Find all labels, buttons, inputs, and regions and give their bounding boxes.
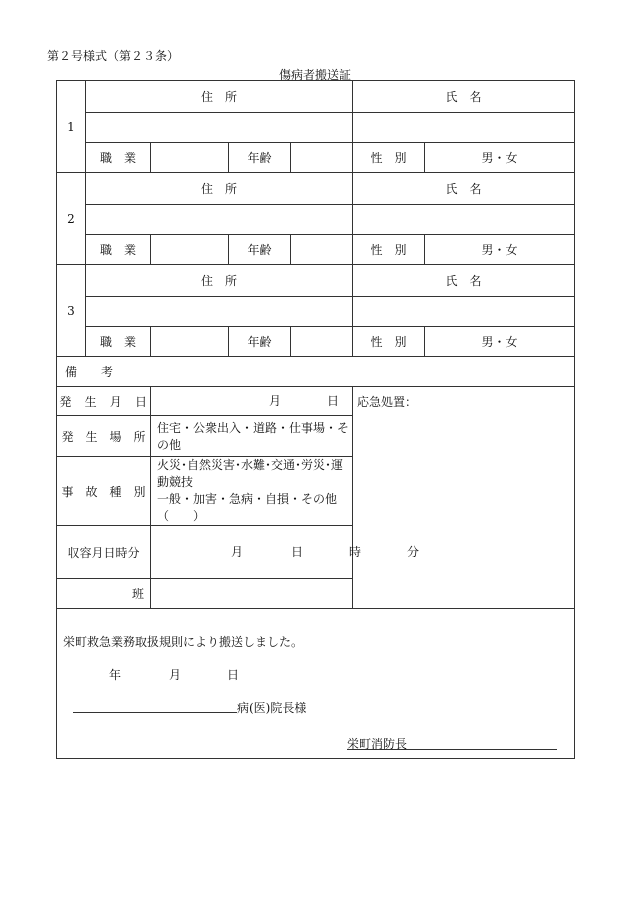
person-number: 1 [57, 81, 86, 173]
address-field[interactable] [86, 297, 353, 327]
sex-label: 性 別 [353, 143, 425, 173]
address-field[interactable] [86, 113, 353, 143]
first-aid-label: 応急処置： [357, 395, 418, 409]
page-title: 傷病者搬送証 [278, 68, 351, 82]
occupation-label: 職 業 [86, 143, 151, 173]
address-header: 住 所 [86, 265, 353, 297]
admission-time-label: 収容月日時分 [57, 526, 151, 579]
admission-time-field[interactable] [151, 526, 420, 579]
hospital-suffix: 病(医)院長様 [237, 701, 307, 715]
occupation-field[interactable] [151, 327, 229, 357]
person-number: 2 [57, 173, 86, 265]
name-header: 氏 名 [353, 81, 575, 113]
occurrence-place-label: 発 生 場 所 [57, 416, 151, 457]
occurrence-date-field[interactable] [151, 387, 353, 416]
occupation-label: 職 業 [86, 235, 151, 265]
name-field[interactable] [353, 205, 575, 235]
month-label: 月 [231, 545, 244, 559]
age-label: 年齢 [229, 235, 291, 265]
occurrence-date-label: 発 生 月 日 [57, 387, 151, 416]
minute-label: 分 [407, 545, 420, 559]
person-number: 3 [57, 265, 86, 357]
accident-options-line-1: 火災･自然災害･水難･交通･労災･運動競技 [157, 458, 344, 489]
occurrence-place-options[interactable]: 住宅・公衆出入・道路・仕事場・その他 [151, 416, 353, 457]
address-header: 住 所 [86, 81, 353, 113]
sex-options[interactable]: 男・女 [425, 143, 575, 173]
age-label: 年齢 [229, 143, 291, 173]
name-header: 氏 名 [353, 265, 575, 297]
hospital-name-line[interactable] [73, 711, 237, 713]
accident-options-line-2: 一般・加害・急病・自損・その他（ ） [157, 492, 338, 523]
age-label: 年齢 [229, 327, 291, 357]
age-field[interactable] [291, 235, 353, 265]
occupation-field[interactable] [151, 143, 229, 173]
remarks-label[interactable] [57, 357, 575, 387]
unit-label: 班 [57, 579, 151, 609]
day-label: 日 [327, 394, 340, 408]
age-field[interactable] [291, 143, 353, 173]
address-field[interactable] [86, 205, 353, 235]
address-header: 住 所 [86, 173, 353, 205]
unit-field[interactable] [151, 579, 353, 609]
cert-day: 日 [227, 668, 240, 682]
occupation-field[interactable] [151, 235, 229, 265]
name-field[interactable] [353, 297, 575, 327]
name-field[interactable] [353, 113, 575, 143]
first-aid-field[interactable] [353, 387, 575, 609]
chief-signature-line[interactable] [347, 735, 557, 750]
sex-options[interactable]: 男・女 [425, 235, 575, 265]
sex-label: 性 別 [353, 327, 425, 357]
cert-month: 月 [169, 668, 182, 682]
remarks-text: 備 考 [65, 365, 114, 379]
transport-form-table [56, 80, 575, 759]
hour-label: 時 [349, 545, 362, 559]
form-id: 第２号様式（第２３条） [47, 49, 180, 63]
sex-label: 性 別 [353, 235, 425, 265]
age-field[interactable] [291, 327, 353, 357]
cert-year: 年 [109, 668, 122, 682]
occupation-label: 職 業 [86, 327, 151, 357]
accident-type-label: 事 故 種 別 [57, 457, 151, 526]
sex-options[interactable]: 男・女 [425, 327, 575, 357]
day-label: 日 [291, 545, 304, 559]
certification-block [57, 609, 575, 759]
accident-type-options[interactable] [151, 457, 353, 526]
month-label: 月 [269, 394, 282, 408]
name-header: 氏 名 [353, 173, 575, 205]
chief-label: 栄町消防長 [347, 737, 408, 751]
certification-statement: 栄町救急業務取扱規則により搬送しました。 [63, 635, 304, 649]
